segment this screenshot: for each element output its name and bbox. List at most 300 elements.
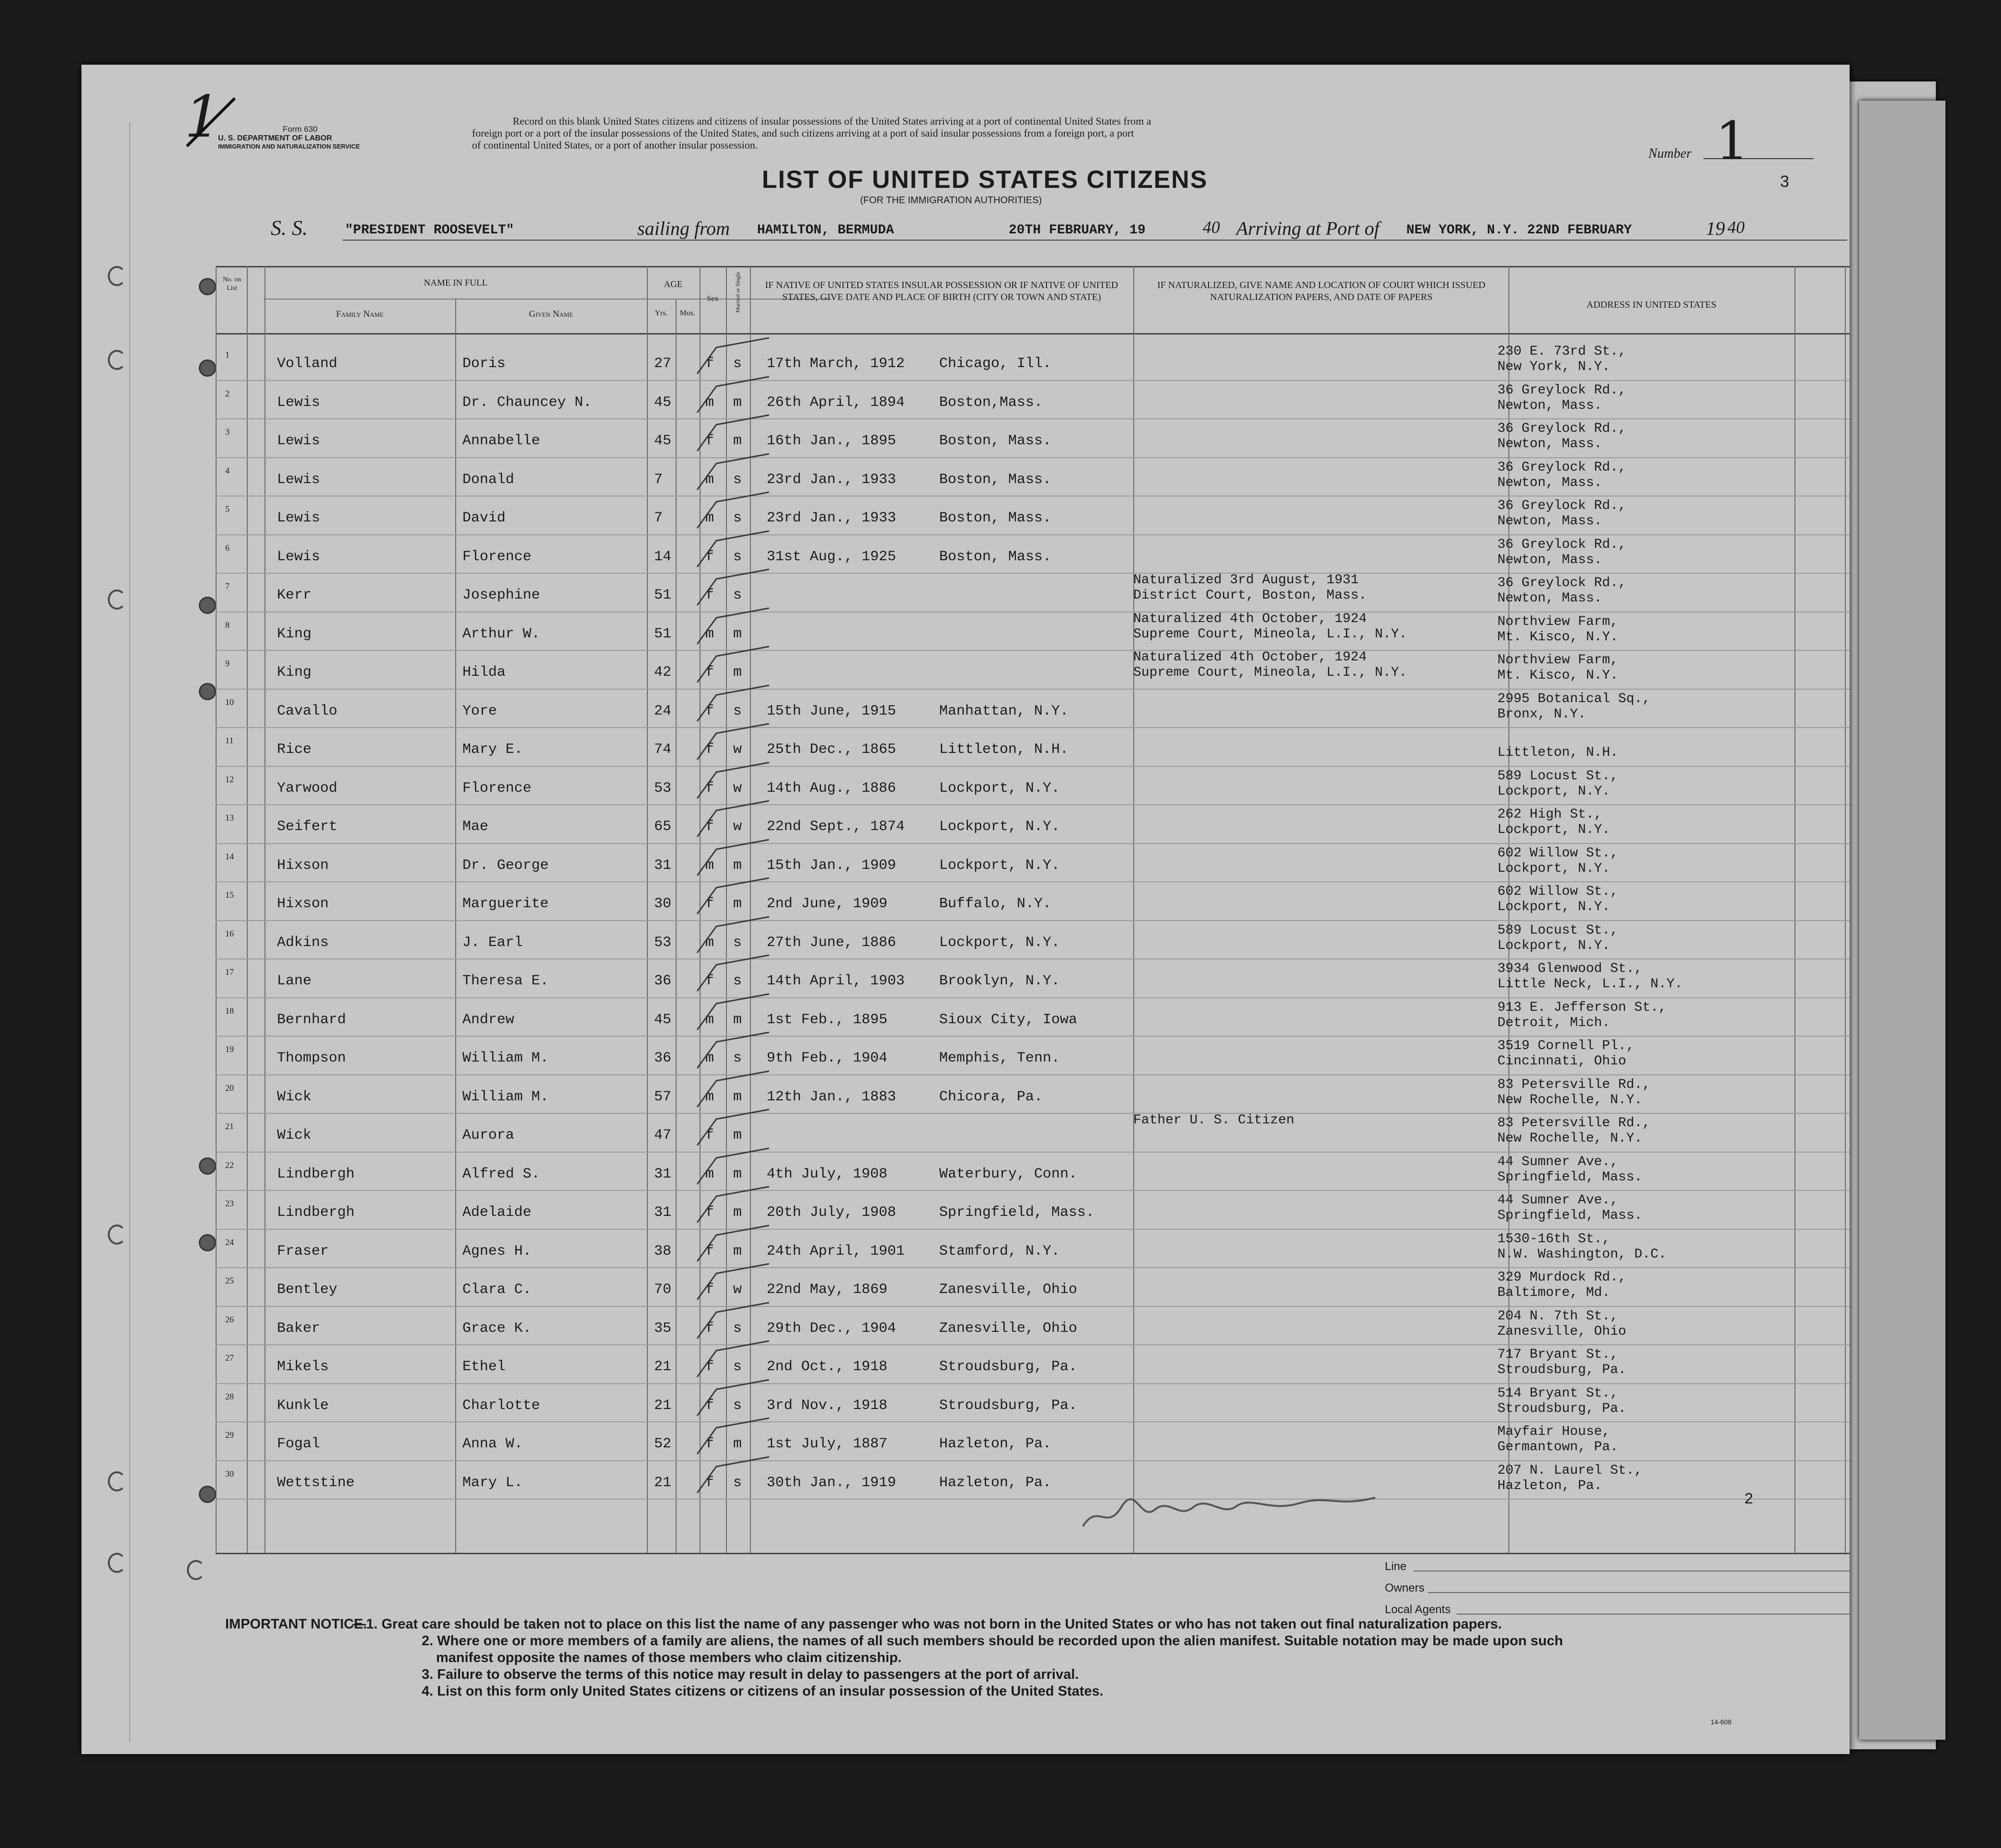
sex-cell: f: [705, 741, 714, 758]
check-mark-stroke: [697, 647, 769, 682]
row-number-cell: 24: [225, 1237, 234, 1247]
address-cell: 44 Sumner Ave.,: [1497, 1193, 1619, 1208]
check-mark: [688, 798, 774, 842]
address-cell: 44 Sumner Ave.,: [1497, 1154, 1619, 1169]
row-rule: [216, 1074, 1850, 1075]
given-name-cell: Doris: [462, 356, 506, 372]
address-cell: New Rochelle, N.Y.: [1497, 1131, 1643, 1146]
sex-cell: m: [705, 471, 714, 488]
row-number-cell: 6: [225, 543, 230, 553]
sex-cell: f: [705, 1474, 714, 1491]
given-name-cell: Alfred S.: [462, 1166, 540, 1182]
birth-place-cell: Sioux City, Iowa: [939, 1011, 1078, 1028]
birth-date-cell: 23rd Jan., 1933: [767, 510, 897, 526]
table-bottom-border: [216, 1553, 1850, 1554]
birth-place-cell: Waterbury, Conn.: [939, 1166, 1078, 1182]
sex-cell: f: [705, 664, 714, 681]
given-name-cell: Charlotte: [462, 1397, 540, 1414]
given-name-cell: J. Earl: [462, 934, 523, 951]
row-number-cell: 26: [225, 1314, 234, 1324]
header-sex: Sex: [707, 295, 719, 303]
arrival-year: 19: [1706, 218, 1725, 239]
address-cell: Lockport, N.Y.: [1497, 938, 1610, 953]
birth-date-cell: 31st Aug., 1925: [767, 548, 897, 565]
family-name-cell: Wettstine: [277, 1474, 355, 1491]
marital-status-cell: m: [733, 394, 742, 411]
row-rule: [216, 534, 1850, 535]
age-years-cell: 35: [654, 1320, 672, 1337]
birth-date-cell: 30th Jan., 1919: [767, 1474, 897, 1491]
marital-status-cell: s: [733, 1050, 742, 1066]
check-mark: [688, 529, 774, 572]
address-cell: 36 Greylock Rd.,: [1497, 382, 1626, 398]
age-years-cell: 7: [654, 471, 663, 488]
check-mark-stroke: [697, 1109, 769, 1145]
check-mark-stroke: [697, 762, 769, 798]
age-years-cell: 31: [654, 1204, 672, 1221]
address-cell: Germantown, Pa.: [1497, 1440, 1619, 1455]
row-rule: [216, 804, 1850, 805]
marital-status-cell: s: [733, 1397, 742, 1414]
marital-status-cell: s: [733, 471, 742, 488]
address-cell: 602 Willow St.,: [1497, 884, 1619, 899]
address-cell: Newton, Mass.: [1497, 437, 1602, 451]
birth-place-cell: Memphis, Tenn.: [939, 1050, 1060, 1066]
marital-status-cell: s: [733, 548, 742, 565]
marital-status-cell: w: [733, 819, 742, 835]
age-divider: [647, 299, 700, 300]
address-cell: 36 Greylock Rd.,: [1497, 460, 1626, 475]
check-mark-stroke: [697, 685, 769, 721]
owners-field: [1428, 1592, 1850, 1593]
check-mark: [688, 1300, 774, 1343]
bottom-mark: 2: [1744, 1490, 1754, 1508]
check-mark: [688, 374, 774, 417]
given-name-cell: Ethel: [462, 1359, 506, 1375]
given-name-cell: Yore: [462, 703, 497, 719]
birth-place-cell: Stroudsburg, Pa.: [939, 1397, 1078, 1414]
address-cell: New Rochelle, N.Y.: [1497, 1092, 1643, 1108]
line-label: Line: [1385, 1560, 1407, 1573]
given-name-cell: Theresa E.: [462, 973, 549, 989]
given-name-cell: Donald: [462, 471, 515, 488]
header-no: No. on List: [222, 276, 242, 292]
manifest-sheet: [81, 65, 1850, 1754]
given-name-cell: Hilda: [462, 664, 506, 681]
punch-hole: [199, 1234, 216, 1251]
row-number-cell: 30: [225, 1468, 234, 1478]
check-mark-stroke: [697, 377, 769, 413]
birth-place-cell: Lockport, N.Y.: [939, 780, 1060, 797]
check-mark-stroke: [697, 1187, 769, 1223]
marital-status-cell: m: [733, 664, 742, 681]
header-divider: [264, 299, 831, 300]
table-header-border: [216, 333, 1850, 335]
check-mark: [688, 876, 774, 919]
row-number-cell: 29: [225, 1430, 234, 1440]
birth-place-cell: Springfield, Mass.: [939, 1204, 1095, 1221]
family-name-cell: Lewis: [277, 471, 321, 488]
age-years-cell: 53: [654, 780, 672, 797]
row-number-cell: 5: [225, 504, 230, 514]
birth-date-cell: 14th April, 1903: [767, 973, 905, 989]
given-name-cell: Josephine: [462, 587, 540, 603]
row-number-cell: 7: [225, 581, 230, 591]
check-mark: [688, 837, 774, 880]
given-name-cell: Florence: [462, 548, 532, 565]
birth-date-cell: 24th April, 1901: [767, 1243, 905, 1259]
notice-item-4: 4. List on this form only United States citizens or citizens of an insular possession of the United States.: [422, 1684, 1104, 1699]
family-name-cell: Baker: [277, 1320, 321, 1337]
punch-hole: [199, 359, 216, 377]
address-cell: 83 Petersville Rd.,: [1497, 1077, 1651, 1092]
address-cell: N.W. Washington, D.C.: [1497, 1247, 1667, 1262]
family-name-cell: Seifert: [277, 819, 338, 835]
check-mark: [688, 683, 774, 726]
row-rule: [216, 843, 1850, 844]
sex-cell: f: [705, 1436, 714, 1452]
row-rule: [216, 650, 1850, 651]
col-line: [676, 299, 677, 1553]
check-mark-stroke: [697, 1264, 769, 1300]
given-name-cell: Mary E.: [462, 741, 523, 758]
address-cell: 329 Murdock Rd.,: [1497, 1270, 1626, 1285]
address-cell: 207 N. Laurel St.,: [1497, 1463, 1643, 1478]
row-number-cell: 4: [225, 465, 230, 475]
sailing-label: sailing from: [637, 218, 730, 239]
binder-ring-mark: [108, 350, 126, 370]
sex-cell: f: [705, 1243, 714, 1259]
birth-date-cell: 4th July, 1908: [767, 1166, 888, 1182]
col-line: [1133, 266, 1134, 1553]
address-cell: Northview Farm,: [1497, 614, 1619, 629]
binder-ring-mark: [108, 266, 126, 286]
check-mark: [688, 953, 774, 996]
birth-date-cell: 9th Feb., 1904: [767, 1050, 888, 1066]
arrival-port: NEW YORK, N.Y. 22ND FEBRUARY: [1406, 223, 1632, 238]
notice-item-2-cont: manifest opposite the names of those members who claim citizenship.: [436, 1650, 902, 1665]
check-mark: [688, 1107, 774, 1150]
birth-place-cell: Zanesville, Ohio: [939, 1282, 1078, 1298]
punch-hole: [199, 278, 216, 295]
row-rule: [216, 1460, 1850, 1461]
check-mark: [688, 1455, 774, 1498]
age-years-cell: 36: [654, 973, 672, 989]
birth-date-cell: 14th Aug., 1886: [767, 780, 897, 797]
check-mark-stroke: [697, 994, 769, 1030]
ship-name: "PRESIDENT ROOSEVELT": [345, 223, 514, 238]
row-rule: [216, 573, 1850, 574]
family-name-cell: Adkins: [277, 934, 329, 951]
birth-place-cell: Boston, Mass.: [939, 510, 1052, 526]
given-name-cell: Dr. George: [462, 857, 549, 874]
address-cell: Hazleton, Pa.: [1497, 1478, 1602, 1493]
instructions-line-1: Record on this blank United States citizens and citizens of insular possessions of the United States arriving at a port of continental United States from a: [513, 115, 1151, 127]
check-mark-stroke: [697, 1225, 769, 1261]
row-rule: [216, 1383, 1850, 1384]
address-cell: Baltimore, Md.: [1497, 1285, 1610, 1300]
sex-cell: f: [705, 1282, 714, 1298]
family-name-cell: Hixson: [277, 857, 329, 874]
table-top-border: [216, 266, 1850, 267]
birth-place-cell: Stroudsburg, Pa.: [939, 1359, 1078, 1375]
row-number-cell: 21: [225, 1121, 234, 1131]
punch-hole: [199, 1157, 216, 1175]
col-line: [455, 299, 456, 1553]
sex-cell: m: [705, 394, 714, 411]
address-cell: Stroudsburg, Pa.: [1497, 1401, 1626, 1416]
check-mark-stroke: [697, 1148, 769, 1184]
check-mark-stroke: [697, 1341, 769, 1377]
family-name-cell: King: [277, 664, 312, 681]
sex-cell: m: [705, 1011, 714, 1028]
row-rule: [216, 1190, 1850, 1191]
row-rule: [216, 1344, 1850, 1345]
marital-status-cell: s: [733, 1474, 742, 1491]
address-cell: 3519 Cornell Pl.,: [1497, 1039, 1634, 1053]
sex-cell: m: [705, 1166, 714, 1182]
family-name-cell: Bernhard: [277, 1011, 346, 1028]
address-cell: 36 Greylock Rd.,: [1497, 498, 1626, 513]
header-age: AGE: [664, 279, 683, 289]
check-mark: [688, 1184, 774, 1227]
address-cell: Lockport, N.Y.: [1497, 861, 1610, 876]
header-name-in-full: NAME IN FULL: [424, 278, 488, 288]
row-number-cell: 8: [225, 620, 230, 630]
birth-date-cell: 15th June, 1915: [767, 703, 897, 719]
check-mark: [688, 1069, 774, 1112]
page-title: LIST OF UNITED STATES CITIZENS: [762, 166, 1208, 194]
birth-place-cell: Buffalo, N.Y.: [939, 896, 1052, 912]
page-fold-line: [129, 122, 130, 1742]
header-address: ADDRESS IN UNITED STATES: [1586, 300, 1717, 310]
row-rule: [216, 457, 1850, 458]
check-mark: [688, 644, 774, 687]
header-mos: Mos.: [679, 309, 696, 317]
age-years-cell: 47: [654, 1127, 672, 1143]
birth-date-cell: 15th Jan., 1909: [767, 857, 897, 874]
birth-place-cell: Lockport, N.Y.: [939, 819, 1060, 835]
given-name-cell: William M.: [462, 1050, 549, 1066]
address-cell: 2995 Botanical Sq.,: [1497, 691, 1651, 706]
given-name-cell: Annabelle: [462, 433, 540, 449]
marital-status-cell: s: [733, 356, 742, 372]
birth-place-cell: Lockport, N.Y.: [939, 857, 1060, 874]
check-mark: [688, 1377, 774, 1421]
check-mark: [688, 1223, 774, 1266]
family-name-cell: Mikels: [277, 1359, 329, 1375]
address-cell: Springfield, Mass.: [1497, 1169, 1643, 1185]
marital-status-cell: s: [733, 1320, 742, 1337]
address-cell: 913 E. Jefferson St.,: [1497, 1000, 1667, 1015]
naturalization-cell: District Court, Boston, Mass.: [1133, 588, 1367, 603]
sex-cell: m: [705, 625, 714, 642]
ss-label: S. S.: [271, 216, 308, 240]
row-number-cell: 12: [225, 774, 234, 784]
address-cell: Bronx, N.Y.: [1497, 706, 1586, 722]
marital-status-cell: m: [733, 1088, 742, 1105]
row-number-cell: 28: [225, 1391, 234, 1401]
address-cell: 36 Greylock Rd.,: [1497, 421, 1626, 436]
family-name-cell: King: [277, 625, 312, 642]
address-cell: 589 Locust St.,: [1497, 768, 1619, 784]
sex-cell: m: [705, 510, 714, 526]
row-rule: [216, 1267, 1850, 1268]
address-cell: Littleton, N.H.: [1497, 745, 1619, 760]
age-years-cell: 21: [654, 1397, 672, 1414]
underlying-sheet: [1859, 101, 1945, 1740]
sex-cell: m: [705, 1088, 714, 1105]
address-cell: Mt. Kisco, N.Y.: [1497, 629, 1619, 645]
birth-place-cell: Chicora, Pa.: [939, 1088, 1043, 1105]
age-years-cell: 21: [654, 1474, 672, 1491]
check-mark: [688, 1261, 774, 1305]
marital-status-cell: m: [733, 1166, 742, 1182]
given-name-cell: Grace K.: [462, 1320, 532, 1337]
row-rule: [216, 380, 1850, 381]
age-years-cell: 53: [654, 934, 672, 951]
birth-date-cell: 17th March, 1912: [767, 356, 905, 372]
birth-place-cell: Boston,Mass.: [939, 394, 1043, 411]
arrival-year-end: 40: [1727, 218, 1745, 237]
address-cell: Mayfair House,: [1497, 1424, 1610, 1439]
corner-mark: 1: [184, 84, 221, 150]
header-yrs: Yrs.: [655, 309, 668, 317]
row-rule: [216, 881, 1850, 882]
birth-date-cell: 26th April, 1894: [767, 394, 905, 411]
age-years-cell: 57: [654, 1088, 672, 1105]
notice-item-3: 3. Failure to observe the terms of this notice may result in delay to passengers at the port of arrival.: [422, 1667, 1079, 1682]
row-rule: [216, 997, 1850, 998]
row-number-cell: 2: [225, 388, 230, 398]
age-years-cell: 51: [654, 587, 672, 603]
punch-hole: [199, 597, 216, 614]
marital-status-cell: m: [733, 896, 742, 912]
address-cell: Springfield, Mass.: [1497, 1208, 1643, 1223]
check-mark-stroke: [697, 878, 769, 914]
instructions-line-3: of continental United States, or a port of another insular possession.: [472, 139, 758, 151]
birth-date-cell: 23rd Jan., 1933: [767, 471, 897, 488]
form-number: Form 630: [283, 125, 318, 134]
row-number-cell: 23: [225, 1199, 234, 1208]
col-line: [216, 266, 217, 1553]
row-number-cell: 16: [225, 928, 234, 938]
sex-cell: f: [705, 1359, 714, 1375]
family-name-cell: Lewis: [277, 433, 321, 449]
address-cell: 589 Locust St.,: [1497, 923, 1619, 938]
sex-cell: f: [705, 1127, 714, 1143]
marital-status-cell: m: [733, 1436, 742, 1452]
check-mark-stroke: [697, 1071, 769, 1107]
family-name-cell: Wick: [277, 1088, 312, 1105]
address-cell: Newton, Mass.: [1497, 591, 1602, 606]
family-name-cell: Lindbergh: [277, 1166, 355, 1182]
family-name-cell: Bentley: [277, 1282, 338, 1298]
binder-ring-mark: [108, 589, 126, 610]
check-mark: [688, 1030, 774, 1073]
row-rule: [216, 1499, 1850, 1500]
col-line: [1845, 266, 1846, 1553]
row-number-cell: 27: [225, 1353, 234, 1363]
given-name-cell: Clara C.: [462, 1282, 532, 1298]
birth-date-cell: 16th Jan., 1895: [767, 433, 897, 449]
col-line: [647, 266, 648, 1553]
birth-date-cell: 1st Feb., 1895: [767, 1011, 888, 1028]
birth-place-cell: Brooklyn, N.Y.: [939, 973, 1060, 989]
given-name-cell: Arthur W.: [462, 625, 540, 642]
row-rule: [216, 1229, 1850, 1230]
address-cell: 3934 Glenwood St.,: [1497, 961, 1643, 976]
address-cell: 36 Greylock Rd.,: [1497, 537, 1626, 552]
sail-year-end: 40: [1203, 218, 1220, 237]
col-line: [264, 266, 265, 1553]
address-cell: Newton, Mass.: [1497, 514, 1602, 529]
birth-date-cell: 12th Jan., 1883: [767, 1088, 897, 1105]
marital-status-cell: s: [733, 1359, 742, 1375]
punch-hole: [199, 683, 216, 700]
check-mark-stroke: [697, 608, 769, 644]
binder-ring-mark: [108, 1553, 126, 1573]
number-value: 1: [1715, 110, 1749, 172]
address-cell: Newton, Mass.: [1497, 475, 1602, 490]
age-years-cell: 21: [654, 1359, 672, 1375]
sail-date: 20TH FEBRUARY, 19: [1009, 223, 1146, 238]
row-rule: [216, 727, 1850, 728]
check-mark-stroke: [697, 724, 769, 760]
check-mark-stroke: [697, 1457, 769, 1493]
naturalization-cell: Naturalized 4th October, 1924: [1133, 650, 1367, 665]
row-number-cell: 1: [225, 350, 230, 359]
check-mark-stroke: [697, 569, 769, 605]
address-cell: Lockport, N.Y.: [1497, 784, 1610, 799]
given-name-cell: Marguerite: [462, 896, 549, 912]
department: U. S. DEPARTMENT OF LABOR: [218, 134, 332, 142]
naturalization-cell: Supreme Court, Mineola, L.I., N.Y.: [1133, 626, 1407, 642]
row-rule: [216, 920, 1850, 921]
address-cell: 262 High St.,: [1497, 807, 1602, 822]
row-number-cell: 20: [225, 1083, 234, 1093]
marital-status-cell: w: [733, 1282, 742, 1298]
age-years-cell: 36: [654, 1050, 672, 1066]
marital-status-cell: s: [733, 973, 742, 989]
marital-status-cell: s: [733, 510, 742, 526]
naturalization-cell: Father U. S. Citizen: [1133, 1113, 1295, 1128]
family-name-cell: Thompson: [277, 1050, 346, 1066]
header-naturalized: IF NATURALIZED, GIVE NAME AND LOCATION OF COURT WHICH ISSUED NATURALIZATION PAPERS, AND DATE OF PAPERS: [1157, 280, 1485, 302]
sex-cell: m: [705, 857, 714, 874]
marital-status-cell: w: [733, 741, 742, 758]
given-name-cell: Aurora: [462, 1127, 515, 1143]
handwritten-annotation: [1078, 1493, 1385, 1536]
row-number-cell: 10: [225, 697, 234, 707]
check-mark: [688, 1146, 774, 1189]
row-number-cell: 22: [225, 1160, 234, 1170]
age-years-cell: 45: [654, 1011, 672, 1028]
marital-status-cell: w: [733, 780, 742, 797]
check-mark: [688, 606, 774, 649]
address-cell: Lockport, N.Y.: [1497, 900, 1610, 914]
row-rule: [216, 689, 1850, 690]
age-years-cell: 51: [654, 625, 672, 642]
check-mark-stroke: [697, 840, 769, 876]
binder-ring-mark: [187, 1560, 205, 1580]
check-mark: [688, 567, 774, 610]
check-mark-stroke: [697, 917, 769, 953]
age-years-cell: 70: [654, 1282, 672, 1298]
row-number-cell: 14: [225, 851, 234, 861]
check-mark-stroke: [697, 1418, 769, 1454]
birth-place-cell: Hazleton, Pa.: [939, 1436, 1052, 1452]
